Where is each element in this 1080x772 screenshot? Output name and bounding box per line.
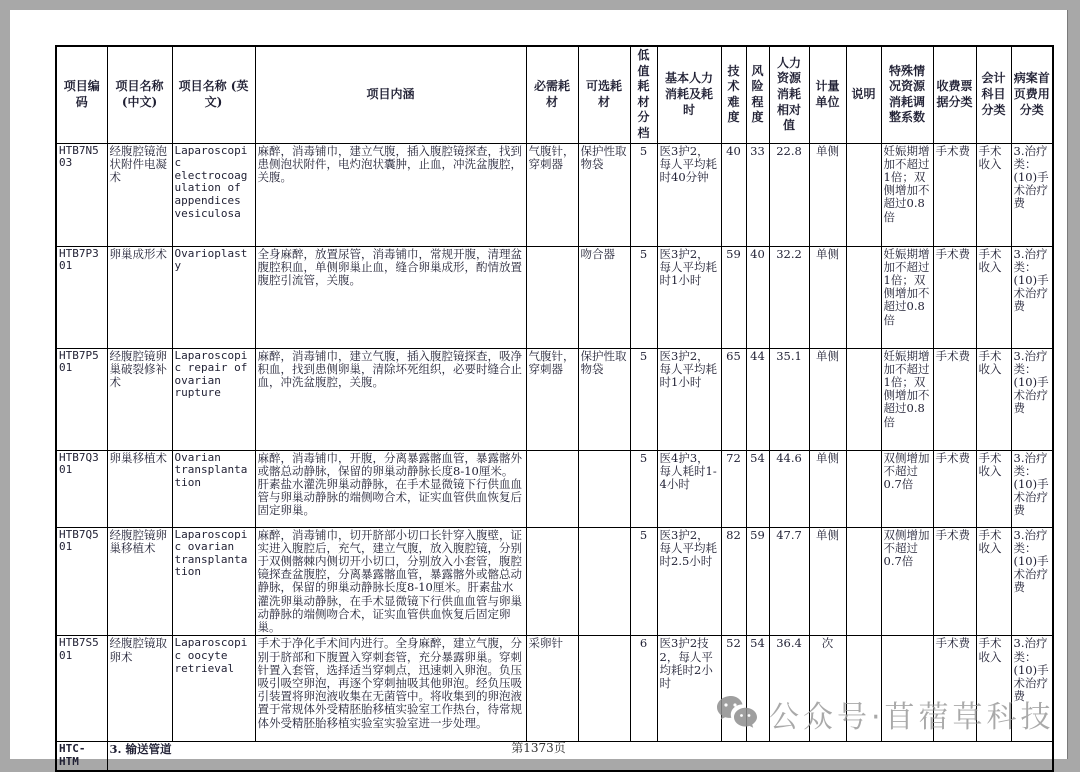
cell-note [846, 450, 881, 527]
cell-name-cn: 卵巢成形术 [107, 246, 172, 348]
cell-unit: 单侧 [809, 450, 846, 527]
col-header-unit: 计量单位 [809, 46, 846, 143]
cell-name-en: Laparoscopic electrocoagulation of appendices vesiculosa [172, 143, 255, 246]
cell-code: HTB7N503 [56, 143, 107, 246]
table-row [56, 450, 1053, 527]
cell-hr-value: 22.8 [769, 143, 809, 246]
cell-special-adjustment: 双侧增加不超过0.7倍 [881, 450, 933, 527]
cell-hr-value: 35.1 [769, 348, 809, 450]
cell-hr-value: 32.2 [769, 246, 809, 348]
cell-name-cn: 经腹腔镜卵巢破裂修补术 [107, 348, 172, 450]
cell-risk: 54 [746, 450, 769, 527]
cell-manpower: 医3护2，每人平均耗时40分钟 [657, 143, 721, 246]
cell-case-category: 3.治疗类：(10)手术治疗费 [1011, 143, 1053, 246]
cell-invoice-category: 手术费 [933, 450, 976, 527]
cell-note [846, 527, 881, 636]
cell-case-category: 3.治疗类：(10)手术治疗费 [1011, 636, 1053, 742]
col-header-case-class: 病案首页费用分类 [1011, 46, 1053, 143]
cell-unit: 单侧 [809, 527, 846, 636]
cell-invoice-category: 手术费 [933, 143, 976, 246]
table-row [56, 348, 1053, 450]
col-header-hr-value: 人力资源消耗相对值 [769, 46, 809, 143]
cell-tech-difficulty: 65 [721, 348, 746, 450]
col-header-name-cn: 项目名称 (中文) [107, 46, 172, 143]
col-header-optional: 可选耗材 [578, 46, 630, 143]
cell-invoice-category: 手术费 [933, 636, 976, 742]
cell-tech-difficulty: 72 [721, 450, 746, 527]
cell-account-category: 手术收入 [976, 450, 1011, 527]
col-header-note: 说明 [846, 46, 881, 143]
cell-unit: 次 [809, 636, 846, 742]
cell-invoice-category: 手术费 [933, 246, 976, 348]
cell-tech-difficulty: 40 [721, 143, 746, 246]
cell-note [846, 143, 881, 246]
cell-name-en: Laparoscopic ovarian transplantation [172, 527, 255, 636]
cell-risk: 40 [746, 246, 769, 348]
cell-unit: 单侧 [809, 143, 846, 246]
header-row [56, 46, 1053, 143]
cell-required-consumables: 气腹针，穿刺器 [526, 348, 578, 450]
cell-optional-consumables [578, 636, 630, 742]
cell-low-value-tier: 6 [630, 636, 657, 742]
table-row [56, 143, 1053, 246]
page-number: 第1373页 [511, 741, 566, 755]
cell-case-category: 3.治疗类：(10)手术治疗费 [1011, 348, 1053, 450]
cell-case-category: 3.治疗类：(10)手术治疗费 [1011, 527, 1053, 636]
cell-manpower: 医3护2，每人平均耗时2.5小时 [657, 527, 721, 636]
cell-special-adjustment [881, 636, 933, 742]
cell-risk: 44 [746, 348, 769, 450]
cell-required-consumables: 采卵针 [526, 636, 578, 742]
cell-name-cn: 经腹腔镜取卵术 [107, 636, 172, 742]
cell-code: HTB7Q501 [56, 527, 107, 636]
cell-optional-consumables: 保护性取物袋 [578, 348, 630, 450]
cell-manpower: 医4护3，每人耗时1-4小时 [657, 450, 721, 527]
cell-content: 麻醉，消毒铺巾，切开脐部小切口长针穿入腹壁，证实进入腹腔后，充气，建立气腹，放入腹腔镜，分别于双侧髂棘内侧切开小切口，分别放入小套管，腹腔镜探查盆腹腔，分离暴露髂血管，暴露髂外或髂总动静脉，保留的卵巢动静脉长度8-10厘米。肝素盐水灌洗卵巢动静脉，在手术显微镜下行供血血管与卵巢动静脉的端侧吻合术，证实血管供血恢复后固定卵巢。 [255, 527, 526, 636]
cell-low-value-tier: 5 [630, 246, 657, 348]
document-page [10, 10, 1068, 768]
cell-name-cn: 卵巢移植术 [107, 450, 172, 527]
cell-content: 麻醉，消毒铺巾，开腹，分离暴露髂血管，暴露髂外或髂总动静脉，保留的卵巢动静脉长度8-10厘米。肝素盐水灌洗卵巢动静脉，在手术显微镜下行供血血管与卵巢动静脉的端侧吻合术，证实血管供血恢复后固定卵巢。 [255, 450, 526, 527]
col-header-tier: 低值耗材分档 [630, 46, 657, 143]
cell-account-category: 手术收入 [976, 143, 1011, 246]
cell-required-consumables [526, 450, 578, 527]
cell-invoice-category: 手术费 [933, 527, 976, 636]
cell-invoice-category: 手术费 [933, 348, 976, 450]
cell-required-consumables [526, 527, 578, 636]
section-code: HTC-HTM [56, 742, 107, 771]
cell-low-value-tier: 5 [630, 527, 657, 636]
cell-code: HTB7S501 [56, 636, 107, 742]
cell-name-en: Laparoscopic oocyte retrieval [172, 636, 255, 742]
col-header-special: 特殊情况资源消耗调整系数 [881, 46, 933, 143]
col-header-name-en: 项目名称 (英文) [172, 46, 255, 143]
cell-content: 全身麻醉，放置尿管，消毒铺巾，常规开腹，清理盆腹腔积血，单侧卵巢止血，缝合卵巢成形，酌情放置腹腔引流管，关腹。 [255, 246, 526, 348]
cell-special-adjustment: 妊娠期增加不超过1倍；双侧增加不超过0.8倍 [881, 143, 933, 246]
cell-required-consumables: 气腹针，穿刺器 [526, 143, 578, 246]
cell-code: HTB7Q301 [56, 450, 107, 527]
cell-low-value-tier: 5 [630, 348, 657, 450]
cell-note [846, 636, 881, 742]
cell-unit: 单侧 [809, 246, 846, 348]
col-header-required: 必需耗材 [526, 46, 578, 143]
cell-code: HTB7P501 [56, 348, 107, 450]
cell-risk: 59 [746, 527, 769, 636]
cell-manpower: 医3护2，每人平均耗时1小时 [657, 348, 721, 450]
section-label: 3. 输送管道 [107, 742, 1053, 771]
col-header-invoice: 收费票据分类 [933, 46, 976, 143]
col-header-manpower: 基本人力消耗及耗时 [657, 46, 721, 143]
cell-low-value-tier: 5 [630, 450, 657, 527]
cell-note [846, 246, 881, 348]
cell-risk: 54 [746, 636, 769, 742]
col-header-content: 项目内涵 [255, 46, 526, 143]
cell-low-value-tier: 5 [630, 143, 657, 246]
cell-special-adjustment: 双侧增加不超过0.7倍 [881, 527, 933, 636]
cell-unit: 单侧 [809, 348, 846, 450]
cell-note [846, 348, 881, 450]
cell-name-cn: 经腹腔镜卵巢移植术 [107, 527, 172, 636]
cell-account-category: 手术收入 [976, 636, 1011, 742]
watermark-text: 公众号·苜蓿草科技 [769, 700, 1055, 735]
cell-manpower: 医3护2，每人平均耗时1小时 [657, 246, 721, 348]
cell-account-category: 手术收入 [976, 246, 1011, 348]
cell-name-en: Ovarioplasty [172, 246, 255, 348]
cell-name-en: Laparoscopic repair of ovarian rupture [172, 348, 255, 450]
cell-optional-consumables: 吻合器 [578, 246, 630, 348]
cell-risk: 33 [746, 143, 769, 246]
cell-content: 麻醉，消毒铺巾，建立气腹，插入腹腔镜探查，找到患侧泡状附件，电灼泡状囊肿，止血，冲洗盆腹腔，关腹。 [255, 143, 526, 246]
cell-required-consumables [526, 246, 578, 348]
cell-content: 手术于净化手术间内进行。全身麻醉，建立气腹，分别于脐部和下腹置入穿刺套管，充分暴露卵巢。穿刺针置入套管，选择适当穿刺点，迅速刺入卵泡。负压吸引吸空卵泡，再逐个穿刺抽吸其他卵泡。经负压吸引装置将卵泡液收集在无菌管中。将收集到的卵泡液置于常规体外受精胚胎移植实验室工作热台，待常规体外受精胚胎移植实验室实验室进一步处理。 [255, 636, 526, 742]
col-header-code: 项目编码 [56, 46, 107, 143]
cell-case-category: 3.治疗类：(10)手术治疗费 [1011, 246, 1053, 348]
cell-name-cn: 经腹腔镜泡状附件电凝术 [107, 143, 172, 246]
cell-tech-difficulty: 59 [721, 246, 746, 348]
cell-optional-consumables: 保护性取物袋 [578, 143, 630, 246]
cell-optional-consumables [578, 450, 630, 527]
procedure-table [55, 45, 1054, 772]
table-row [56, 246, 1053, 348]
cell-manpower: 医3护2技2，每人平均耗时2小时 [657, 636, 721, 742]
cell-content: 麻醉，消毒铺巾，建立气腹，插入腹腔镜探查，吸净积血，找到患侧卵巢，清除坏死组织，必要时缝合止血，冲洗盆腹腔，关腹。 [255, 348, 526, 450]
cell-account-category: 手术收入 [976, 527, 1011, 636]
cell-code: HTB7P301 [56, 246, 107, 348]
col-header-risk: 风险程度 [746, 46, 769, 143]
cell-optional-consumables [578, 527, 630, 636]
cell-hr-value: 44.6 [769, 450, 809, 527]
cell-special-adjustment: 妊娠期增加不超过1倍；双侧增加不超过0.8倍 [881, 246, 933, 348]
cell-special-adjustment: 妊娠期增加不超过1倍；双侧增加不超过0.8倍 [881, 348, 933, 450]
col-header-difficulty: 技术难度 [721, 46, 746, 143]
cell-account-category: 手术收入 [976, 348, 1011, 450]
cell-tech-difficulty: 52 [721, 636, 746, 742]
cell-hr-value: 36.4 [769, 636, 809, 742]
cell-name-en: Ovarian transplantation [172, 450, 255, 527]
cell-tech-difficulty: 82 [721, 527, 746, 636]
col-header-account: 会计科目分类 [976, 46, 1011, 143]
table-row [56, 527, 1053, 636]
table-row [56, 636, 1053, 742]
cell-hr-value: 47.7 [769, 527, 809, 636]
cell-case-category: 3.治疗类：(10)手术治疗费 [1011, 450, 1053, 527]
